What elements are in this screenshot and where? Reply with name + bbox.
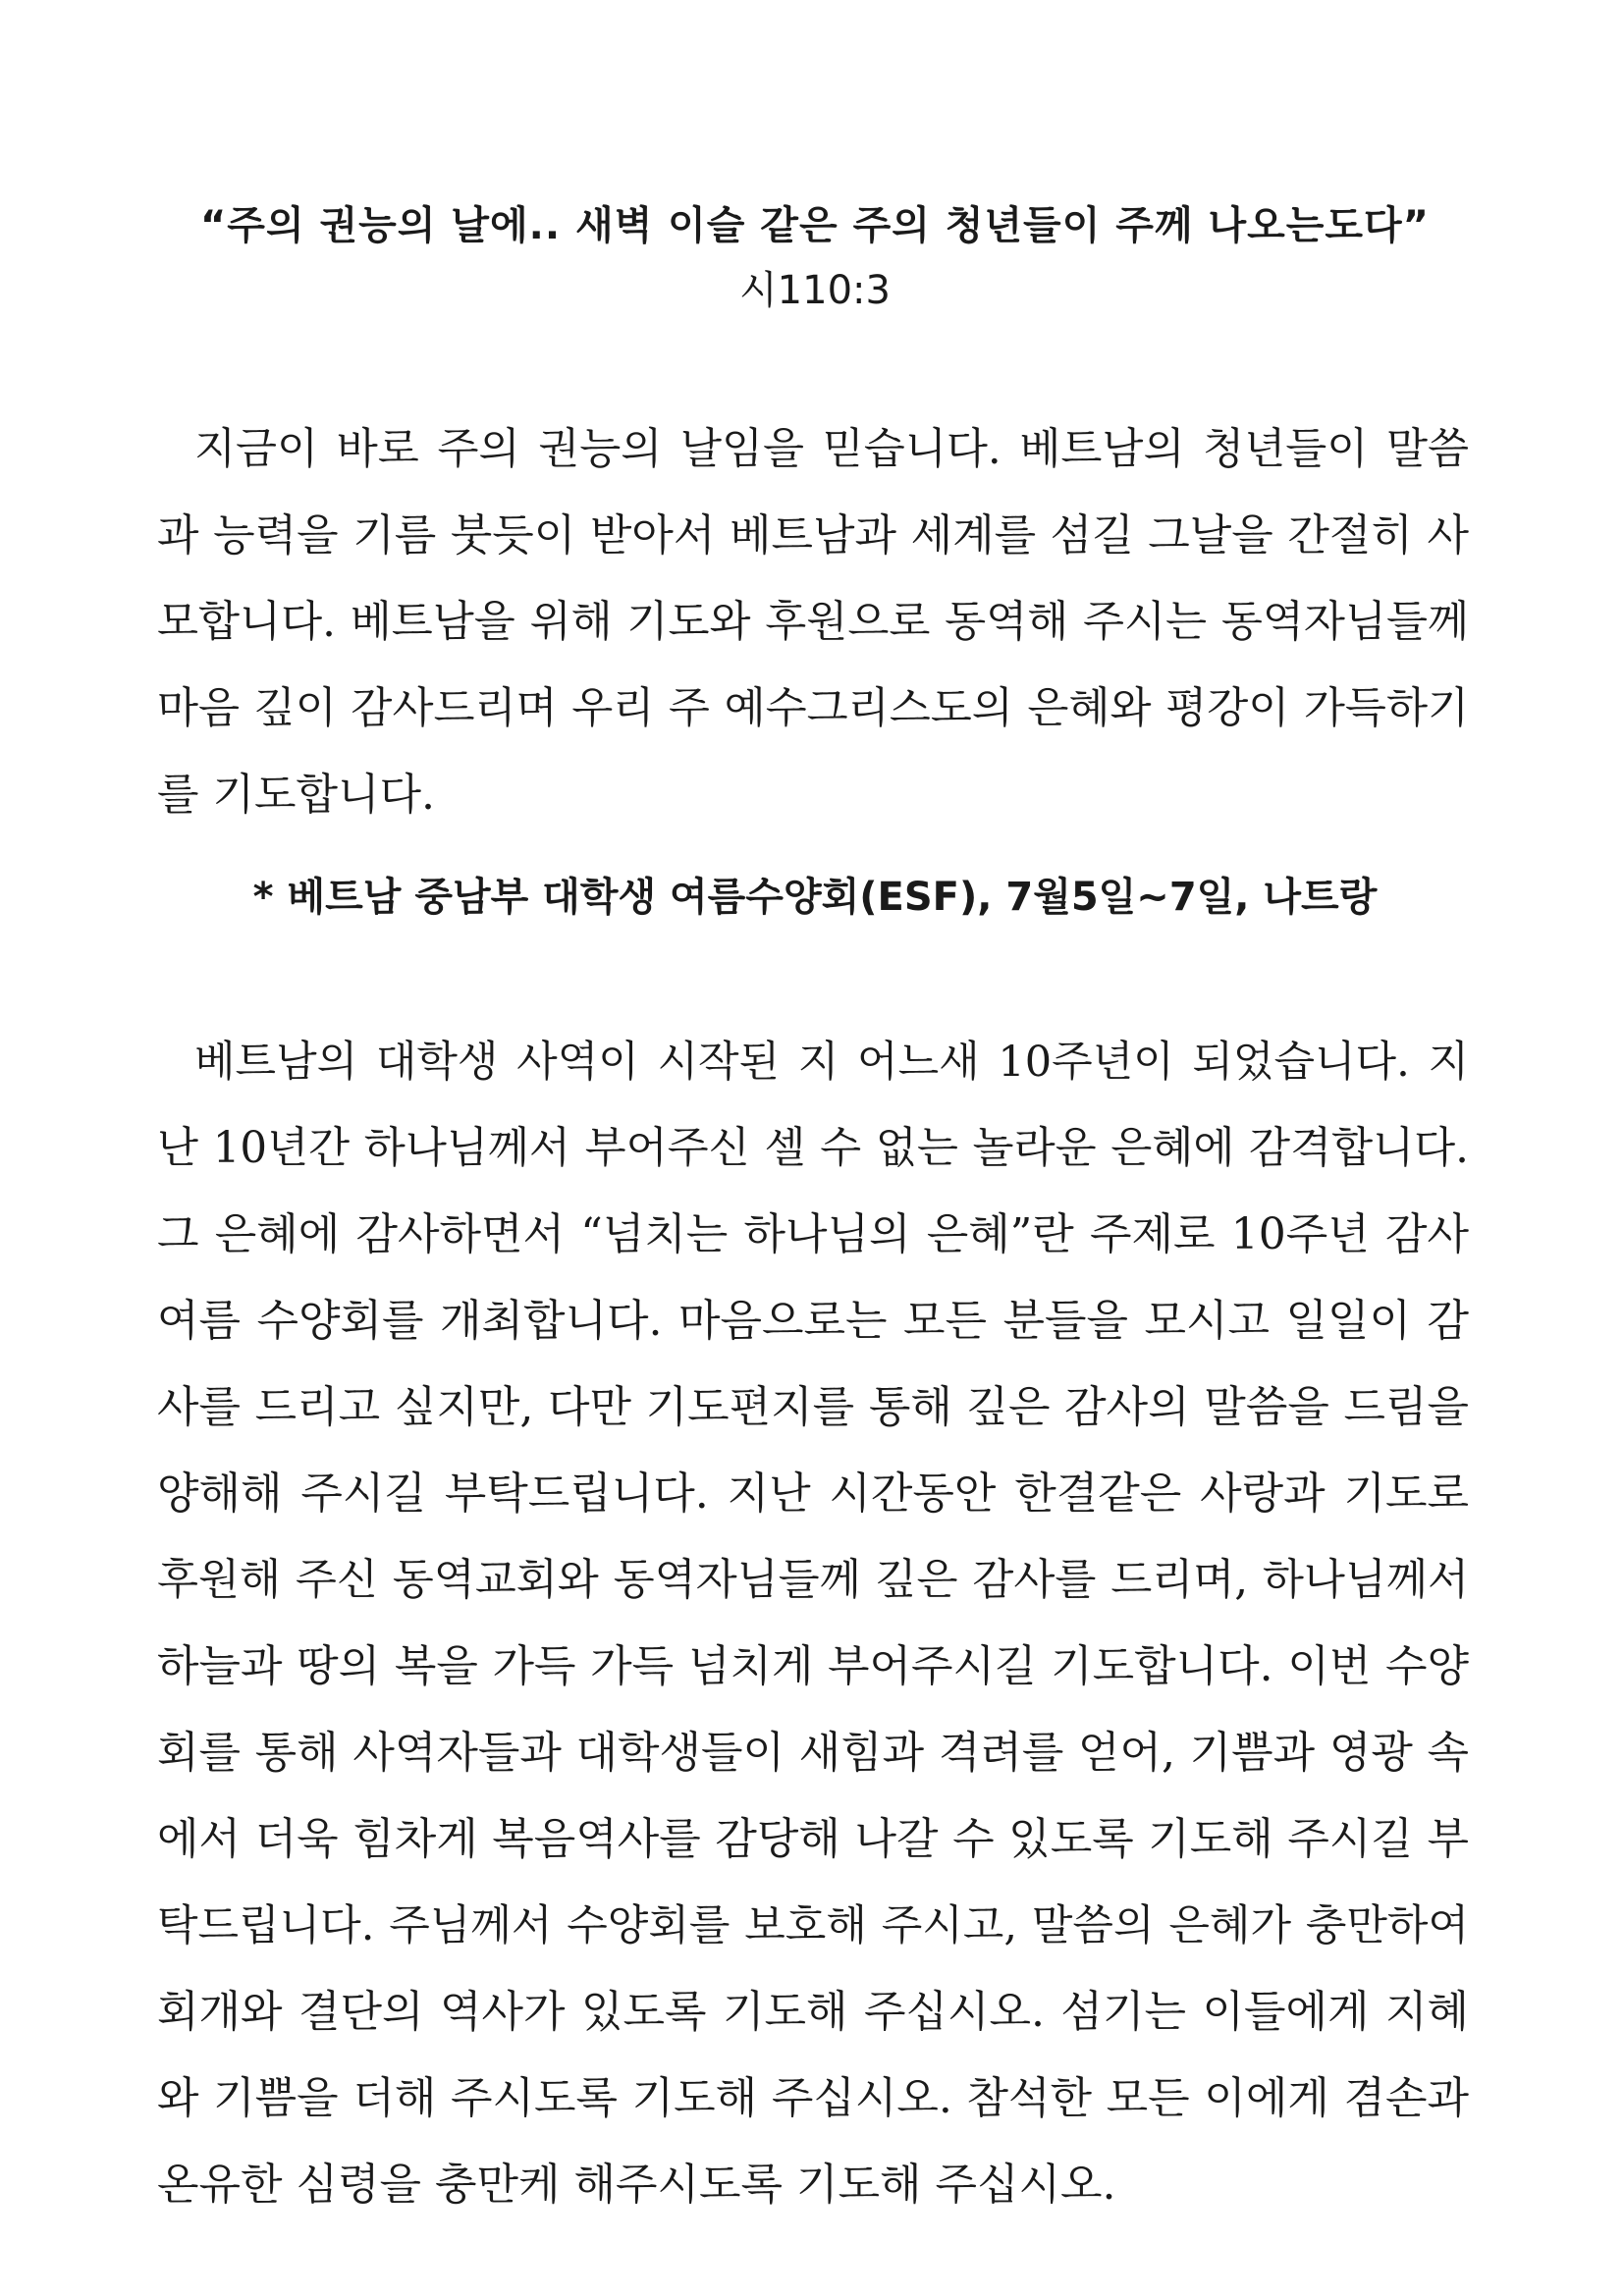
- section-line: 하늘과 땅의 복을 가득 가득 넘치게 부어주시길 기도합니다. 이번 수양: [157, 1641, 1469, 1691]
- section-line: 그 은혜에 감사하면서 “넘치는 하나님의 은혜”란 주제로 10주년 감사: [157, 1209, 1469, 1259]
- section-line: 베트남의 대학생 사역이 시작된 지 어느새 10주년이 되었습니다. 지: [194, 1038, 1469, 1087]
- section-paragraph: [157, 1019, 1469, 2228]
- section-heading: * 베트남 중남부 대학생 여름수양회(ESF), 7월5일~7일, 나트랑: [252, 875, 1378, 920]
- section-line: 회를 통해 사역자들과 대학생들이 새힘과 격려를 얻어, 기쁨과 영광 속: [157, 1728, 1469, 1778]
- section-line: 탁드립니다. 주님께서 수양회를 보호해 주시고, 말씀의 은혜가 충만하여: [157, 1901, 1469, 1950]
- intro-paragraph: [157, 406, 1469, 838]
- section-line: 회개와 결단의 역사가 있도록 기도해 주십시오. 섬기는 이들에게 지혜: [157, 1987, 1469, 2037]
- section-line: 양해해 주시길 부탁드립니다. 지난 시간동안 한결같은 사랑과 기도로: [157, 1468, 1469, 1519]
- section-line: 난 10년간 하나님께서 부어주신 셀 수 없는 놀라운 은혜에 감격합니다.: [157, 1124, 1469, 1173]
- intro-line: 지금이 바로 주의 권능의 날임을 믿습니다. 베트남의 청년들이 말씀: [194, 425, 1469, 474]
- intro-line: 모합니다. 베트남을 위해 기도와 후원으로 동역해 주시는 동역자님들께: [157, 598, 1469, 647]
- verse-reference: 시110:3: [739, 268, 891, 313]
- verse-quote: “주의 권능의 날에.. 새벽 이슬 같은 주의 청년들이 주께 나오는도다”: [200, 203, 1430, 248]
- intro-line: 마음 깊이 감사드리며 우리 주 예수그리스도의 은혜와 평강이 가득하기: [157, 684, 1469, 733]
- section-line: 에서 더욱 힘차게 복음역사를 감당해 나갈 수 있도록 기도해 주시길 부: [157, 1814, 1469, 1864]
- intro-line: 를 기도합니다.: [157, 770, 435, 820]
- intro-line: 과 능력을 기름 붓듯이 받아서 베트남과 세계를 섬길 그날을 간절히 사: [157, 510, 1469, 561]
- section-line: 여름 수양회를 개최합니다. 마음으로는 모든 분들을 모시고 일일이 감: [157, 1296, 1469, 1346]
- section-line: 사를 드리고 싶지만, 다만 기도편지를 통해 깊은 감사의 말씀을 드림을: [157, 1382, 1469, 1432]
- section-line: 후원해 주신 동역교회와 동역자님들께 깊은 감사를 드리며, 하나님께서: [157, 1556, 1469, 1605]
- section-line: 와 기쁨을 더해 주시도록 기도해 주십시오. 참석한 모든 이에게 겸손과: [157, 2073, 1469, 2123]
- section-line: 온유한 심령을 충만케 해주시도록 기도해 주십시오.: [157, 2160, 1116, 2210]
